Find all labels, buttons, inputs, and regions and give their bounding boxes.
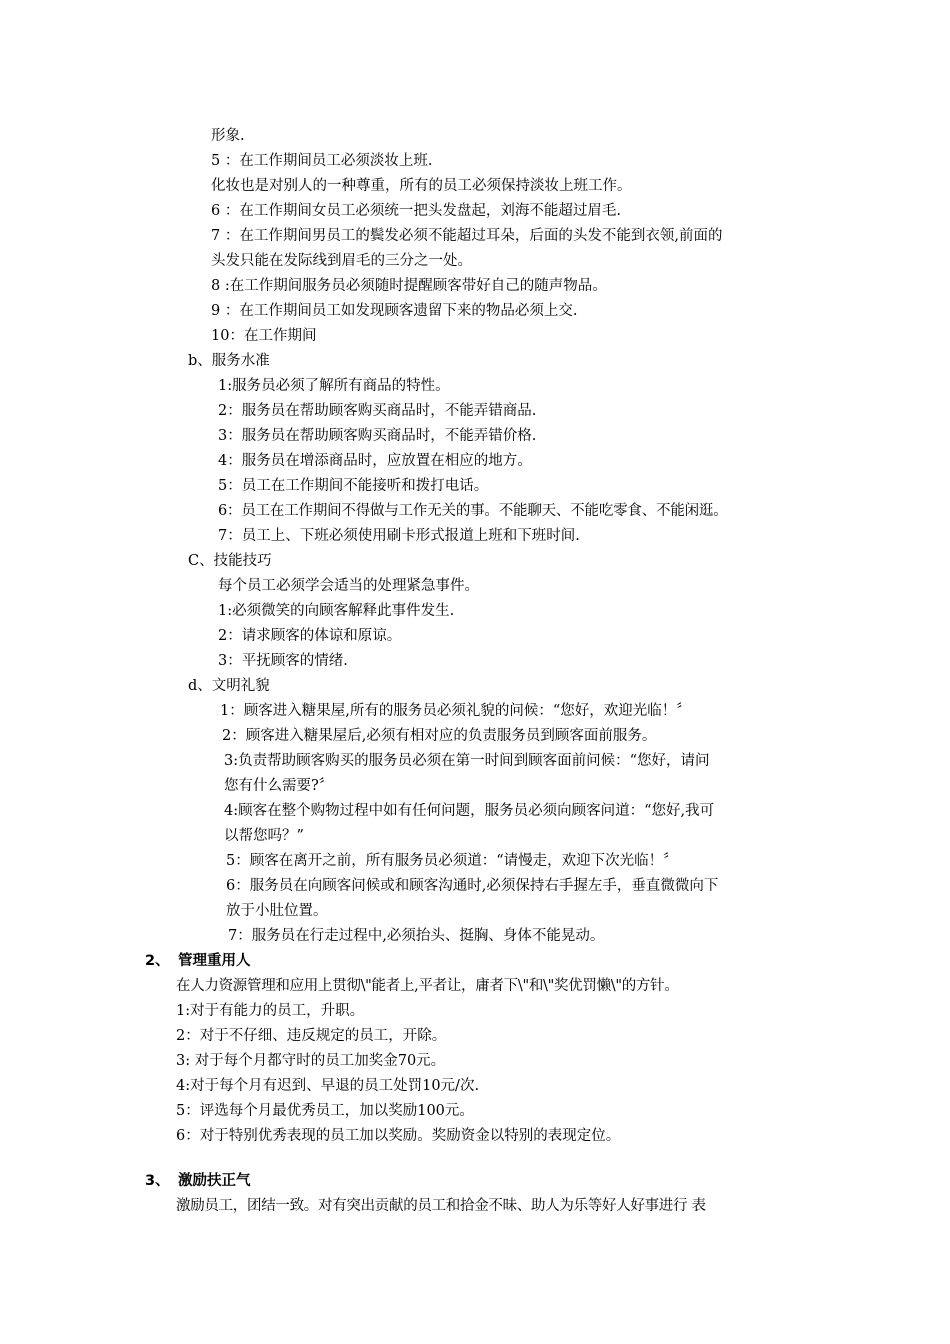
rule-item-6: 6 ：在工作期间女员工必须统一把头发盘起，刘海不能超过眉毛. xyxy=(211,203,621,219)
section-d-heading: d、文明礼貌 xyxy=(188,678,270,694)
section-b-item: 6：员工在工作期间不得做与工作无关的事。不能聊天、不能吃零食、不能闲逛。 xyxy=(218,503,728,519)
section-d-item-4-line-2: 以帮您吗？” xyxy=(224,828,304,844)
section-2-item: 1:对于有能力的员工，升职。 xyxy=(176,1003,365,1019)
section-d-item-7: 7：服务员在行走过程中,必须抬头、挺胸、身体不能晃动。 xyxy=(228,928,605,944)
section-2-number: 2、 xyxy=(145,953,170,969)
section-d-item-6-line-1: 6：服务员在向顾客问候或和顾客沟通时,必须保持右手握左手，垂直微微向下 xyxy=(226,878,719,894)
section-3-heading: 激励扶正气 xyxy=(178,1173,251,1189)
rule-item-8: 8 :在工作期间服务员必须随时提醒顾客带好自己的随声物品。 xyxy=(211,278,607,294)
section-2-intro: 在人力资源管理和应用上贯彻\"能者上,平者让，庸者下\"和\"奖优罚懒\"的方针。 xyxy=(176,978,679,994)
rule-item-10: 10：在工作期间 xyxy=(211,328,317,344)
section-d-item-2: 2：顾客进入糖果屋后,必须有相对应的负责服务员到顾客面前服务。 xyxy=(222,728,657,744)
section-b-item: 7：员工上、下班必须使用刷卡形式报道上班和下班时间. xyxy=(218,528,580,544)
section-2-item: 6：对于特别优秀表现的员工加以奖励。奖励资金以特别的表现定位。 xyxy=(176,1128,621,1144)
rule-item-7-line-1: 7 ：在工作期间男员工的鬓发必须不能超过耳朵，后面的头发不能到衣领,前面的 xyxy=(211,228,723,244)
section-d-item-3-line-2: 您有什么需要?〞 xyxy=(224,778,334,794)
section-d-item-1: 1：顾客进入糖果屋,所有的服务员必须礼貌的问候：“您好，欢迎光临！〞 xyxy=(220,703,691,719)
section-2-item: 5：评选每个月最优秀员工，加以奖励100元。 xyxy=(176,1103,474,1119)
rule-item-9: 9 ：在工作期间员工如发现顾客遗留下来的物品必须上交. xyxy=(211,303,578,319)
section-c-heading: C、技能技巧 xyxy=(188,553,272,569)
paragraph-line: 形象. xyxy=(211,128,245,144)
rule-item-5-note: 化妆也是对别人的一种尊重，所有的员工必须保持淡妆上班工作。 xyxy=(211,178,632,194)
section-c-item: 1:必须微笑的向顾客解释此事件发生. xyxy=(218,603,455,619)
section-d-item-5: 5：顾客在离开之前，所有服务员必须道：“请慢走，欢迎下次光临！〞 xyxy=(226,853,678,869)
section-b-item: 3：服务员在帮助顾客购买商品时，不能弄错价格. xyxy=(218,428,537,444)
section-d-item-6-line-2: 放于小肚位置。 xyxy=(226,903,328,919)
section-2-item: 3: 对于每个月都守时的员工加奖金70元。 xyxy=(176,1053,446,1069)
section-b-item: 2：服务员在帮助顾客购买商品时，不能弄错商品. xyxy=(218,403,537,419)
section-d-item-4-line-1: 4:顾客在整个购物过程中如有任何问题，服务员必须向顾客问道：“您好,我可 xyxy=(224,803,715,819)
section-c-item: 2：请求顾客的体谅和原谅。 xyxy=(218,628,402,644)
rule-item-5: 5 ：在工作期间员工必须淡妆上班. xyxy=(211,153,433,169)
section-2-item: 2：对于不仔细、违反规定的员工，开除。 xyxy=(176,1028,447,1044)
section-3-line-1: 激励员工，团结一致。对有突出贡献的员工和拾金不昧、助人为乐等好人好事进行 表 xyxy=(176,1198,706,1214)
rule-item-7-line-2: 头发只能在发际线到眉毛的三分之一处。 xyxy=(211,253,472,269)
section-d-item-3-line-1: 3:负责帮助顾客购买的服务员必须在第一时间到顾客面前问候：“您好，请问 xyxy=(224,753,710,769)
section-b-heading: b、服务水准 xyxy=(188,353,270,369)
section-c-intro: 每个员工必须学会适当的处理紧急事件。 xyxy=(218,578,479,594)
section-b-item: 1:服务员必须了解所有商品的特性。 xyxy=(218,378,450,394)
section-b-item: 5：员工在工作期间不能接听和拨打电话。 xyxy=(218,478,489,494)
section-b-item: 4：服务员在增添商品时，应放置在相应的地方。 xyxy=(218,453,532,469)
section-2-heading: 管理重用人 xyxy=(178,953,251,969)
section-2-item: 4:对于每个月有迟到、早退的员工处罚10元/次. xyxy=(176,1078,480,1094)
section-c-item: 3：平抚顾客的情绪. xyxy=(218,653,348,669)
section-3-number: 3、 xyxy=(145,1173,170,1189)
